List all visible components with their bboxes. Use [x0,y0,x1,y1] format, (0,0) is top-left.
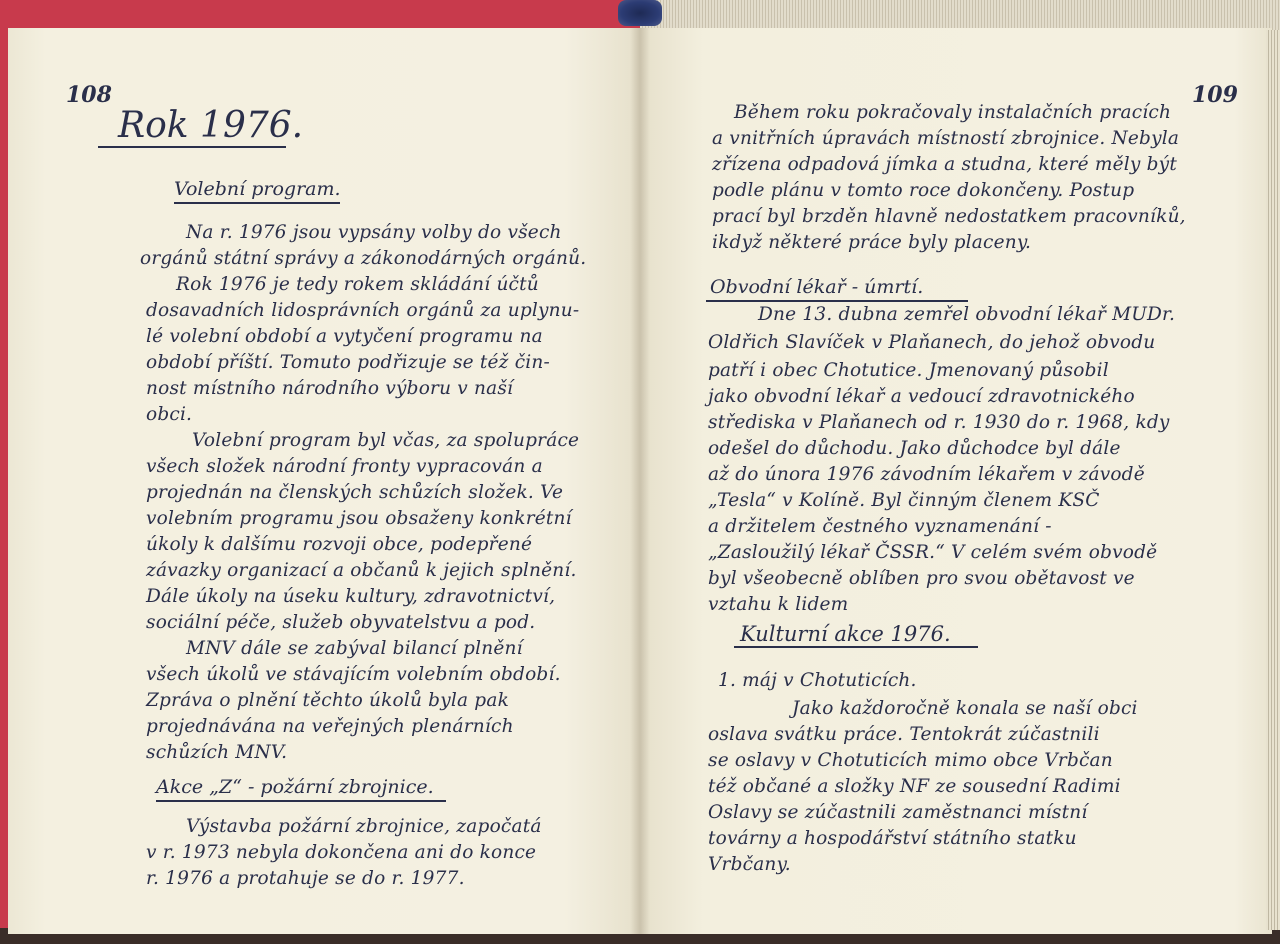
text-line: Oldřich Slavíček v Plaňanech, do jehož obvodu [708,332,1156,353]
text-line: volebním programu jsou obsaženy konkrétní [146,508,572,529]
text-line: obci. [146,404,193,425]
text-line: sociální péče, služeb obyvatelstvu a pod. [146,612,536,633]
text-line: Oslavy se zúčastnili zaměstnanci místní [708,802,1088,823]
text-line: závazky organizací a občanů k jejich splnění. [146,560,577,581]
text-line: dosavadních lidosprávních orgánů za uplynu- [146,300,580,321]
text-line: „Tesla“ v Kolíně. Byl činným členem KSČ [708,490,1100,511]
text-line: a vnitřních úpravách místností zbrojnice. Nebyla [712,128,1180,149]
text-line: lé volební období a vytyčení programu na [146,326,543,347]
page-title: Rok 1976. [118,105,304,146]
text-line: projednávána na veřejných plenárních [146,716,514,737]
ribbon-bookmark [618,0,662,26]
page-stack-edge [640,0,1280,30]
text-line: ikdyž některé práce byly placeny. [712,232,1032,253]
text-line: „Zasloužilý lékař ČSSR.“ V celém svém obvodě [708,542,1158,563]
heading-underline [174,202,340,204]
text-line: prací byl brzděn hlavně nedostatkem pracovníků, [712,206,1186,227]
text-line: až do února 1976 závodním lékařem v závodě [708,464,1145,485]
text-line: období příští. Tomuto podřizuje se též čin- [146,352,550,373]
heading-underline [706,300,968,302]
text-line: oslava svátku práce. Tentokrát zúčastnili [708,724,1100,745]
text-line: patří i obec Chotutice. Jmenovaný působil [708,360,1109,381]
page-number-right: 109 [1192,82,1238,108]
text-line: Volební program byl včas, za spolupráce [192,430,580,451]
text-line: Rok 1976 je tedy rokem skládání účtů [176,274,539,295]
text-line: jako obvodní lékař a vedoucí zdravotnického [708,386,1135,407]
text-line: střediska v Plaňanech od r. 1930 do r. 1968, kdy [708,412,1170,433]
text-line: všech úkolů ve stávajícím volebním období. [146,664,561,685]
book-gutter [630,28,650,934]
section-heading-volebni-program: Volební program. [174,178,341,200]
section-heading-kulturni-akce: Kulturní akce 1976. [740,622,951,646]
text-line: Na r. 1976 jsou vypsány volby do všech [186,222,562,243]
text-line: projednán na členských schůzích složek. Ve [146,482,564,503]
text-line: nost místního národního výboru v naší [146,378,514,399]
text-line: v r. 1973 nebyla dokončena ani do konce [146,842,537,863]
text-line: Dále úkoly na úseku kultury, zdravotnictví, [146,586,556,607]
text-line: Výstavba požární zbrojnice, započatá [186,816,542,837]
text-line: Vrbčany. [708,854,791,875]
text-line: se oslavy v Chotuticích mimo obce Vrbčan [708,750,1113,771]
right-page-stack-edge [1266,30,1280,930]
text-line: továrny a hospodářství státního statku [708,828,1077,849]
text-line: úkoly k dalšímu rozvoji obce, podepřené [146,534,533,555]
text-line: odešel do důchodu. Jako důchodce byl dále [708,438,1121,459]
section-heading-akce-z: Akce „Z“ - požární zbrojnice. [156,776,434,798]
text-line: podle plánu v tomto roce dokončeny. Postup [712,180,1135,201]
left-page [8,28,640,934]
heading-underline [734,646,978,648]
heading-underline [156,800,446,802]
text-line: schůzích MNV. [146,742,288,763]
section-heading-obvodni-lekar: Obvodní lékař - úmrtí. [710,276,924,298]
title-underline [98,146,286,148]
text-line: též občané a složky NF ze sousední Radimi [708,776,1121,797]
text-line: vztahu k lidem [708,594,849,615]
section-heading-1-maj: 1. máj v Chotuticích. [718,670,917,691]
text-line: Zpráva o plnění těchto úkolů byla pak [146,690,509,711]
text-line: Dne 13. dubna zemřel obvodní lékař MUDr. [758,304,1176,325]
text-line: a držitelem čestného vyznamenání - [708,516,1052,537]
text-line: Během roku pokračovaly instalačních pracích [734,102,1172,123]
text-line: Jako každoročně konala se naší obci [792,698,1138,719]
text-line: byl všeobecně oblíben pro svou obětavost ve [708,568,1135,589]
page-number-left: 108 [66,82,112,108]
text-line: zřízena odpadová jímka a studna, které měly být [712,154,1177,175]
text-line: orgánů státní správy a zákonodárných orgánů. [140,248,587,269]
text-line: MNV dále se zabýval bilancí plnění [186,638,523,659]
text-line: r. 1976 a protahuje se do r. 1977. [146,868,465,889]
text-line: všech složek národní fronty vypracován a [146,456,543,477]
